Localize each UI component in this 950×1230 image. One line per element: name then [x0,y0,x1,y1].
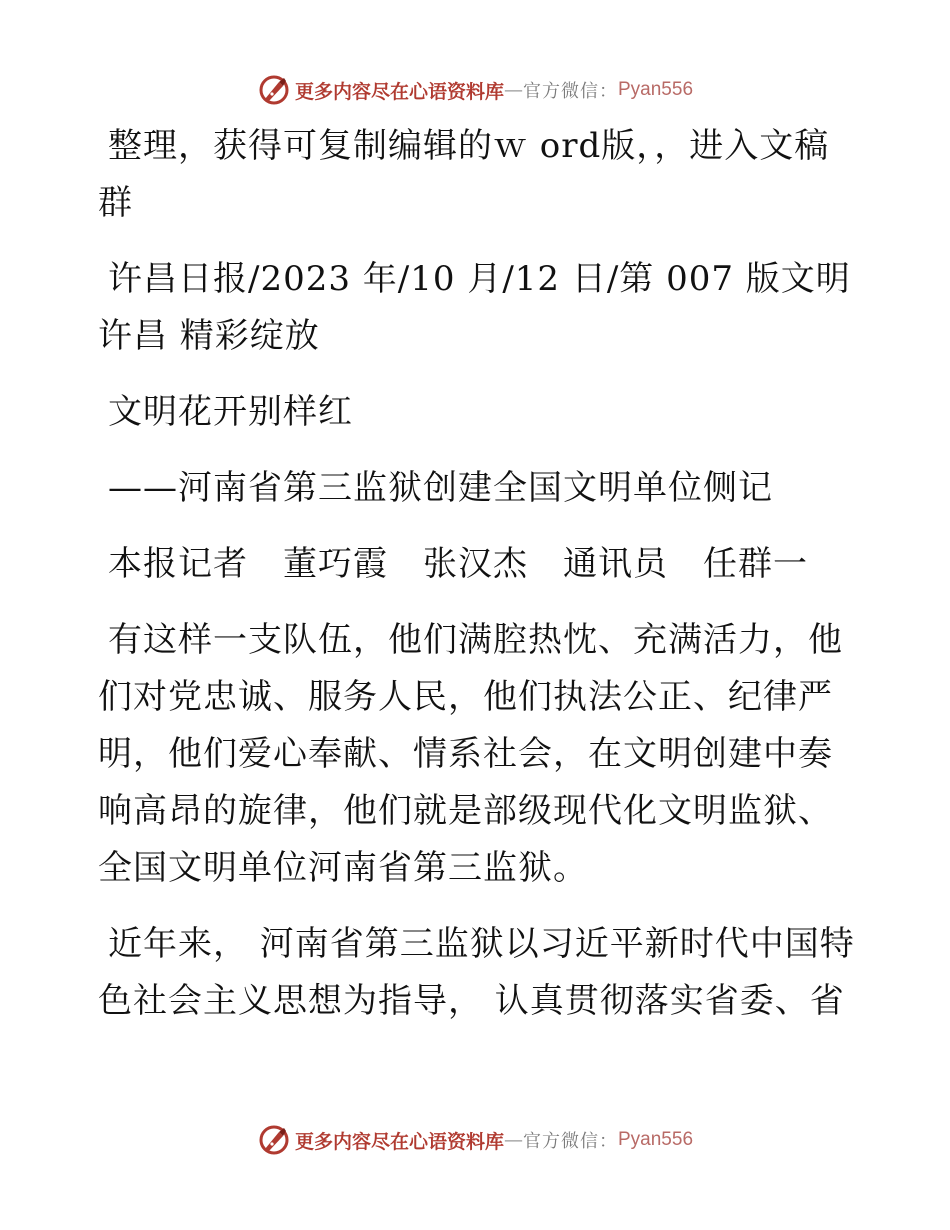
watermark-sub-text: 官方微信： [523,81,618,102]
body-paragraph: 有这样一支队伍，他们满腔热忱、充满活力，他们对党忠诚、服务人民，他们执法公正、纪律严明，他们爱心奉献、情系社会，在文明创建中奏响高昂的旋律，他们就是部级现代化文明监狱、全国文明单位河南省第三监狱。 [98,620,843,888]
source-line: 许昌日报/2023 年/10 月/12 日/第 007 版文明许昌 精彩绽放 [98,259,851,356]
intro-note: 整理，获得可复制编辑的ｗ ord版，，进入文稿群 [98,126,830,223]
watermark-main-text: 更多内容尽在心语资料库 [294,1130,504,1153]
watermark-main-text: 更多内容尽在心语资料库 [294,80,504,103]
header-watermark [0,70,950,110]
byline: 本报记者 董巧霞 张汉杰 通讯员 任群一 [108,544,808,584]
article-title: 文明花开别样红 [108,392,353,432]
watermark-separator: — [504,1129,523,1151]
watermark-sub-text: 官方微信： [523,1131,618,1152]
article-subtitle: ——河南省第三监狱创建全国文明单位侧记 [108,468,773,508]
watermark-wechat-id: Pyan556 [618,1129,694,1150]
pen-nib-logo-icon [257,73,291,107]
footer-watermark [0,1120,950,1160]
document-body [98,118,858,1049]
pen-nib-logo-icon [257,1123,291,1157]
watermark-wechat-id: Pyan556 [618,79,694,100]
body-paragraph: 近年来， 河南省第三监狱以习近平新时代中国特色社会主义思想为指导， 认真贯彻落实省委、省 [98,924,855,1021]
watermark-separator: — [504,79,523,101]
